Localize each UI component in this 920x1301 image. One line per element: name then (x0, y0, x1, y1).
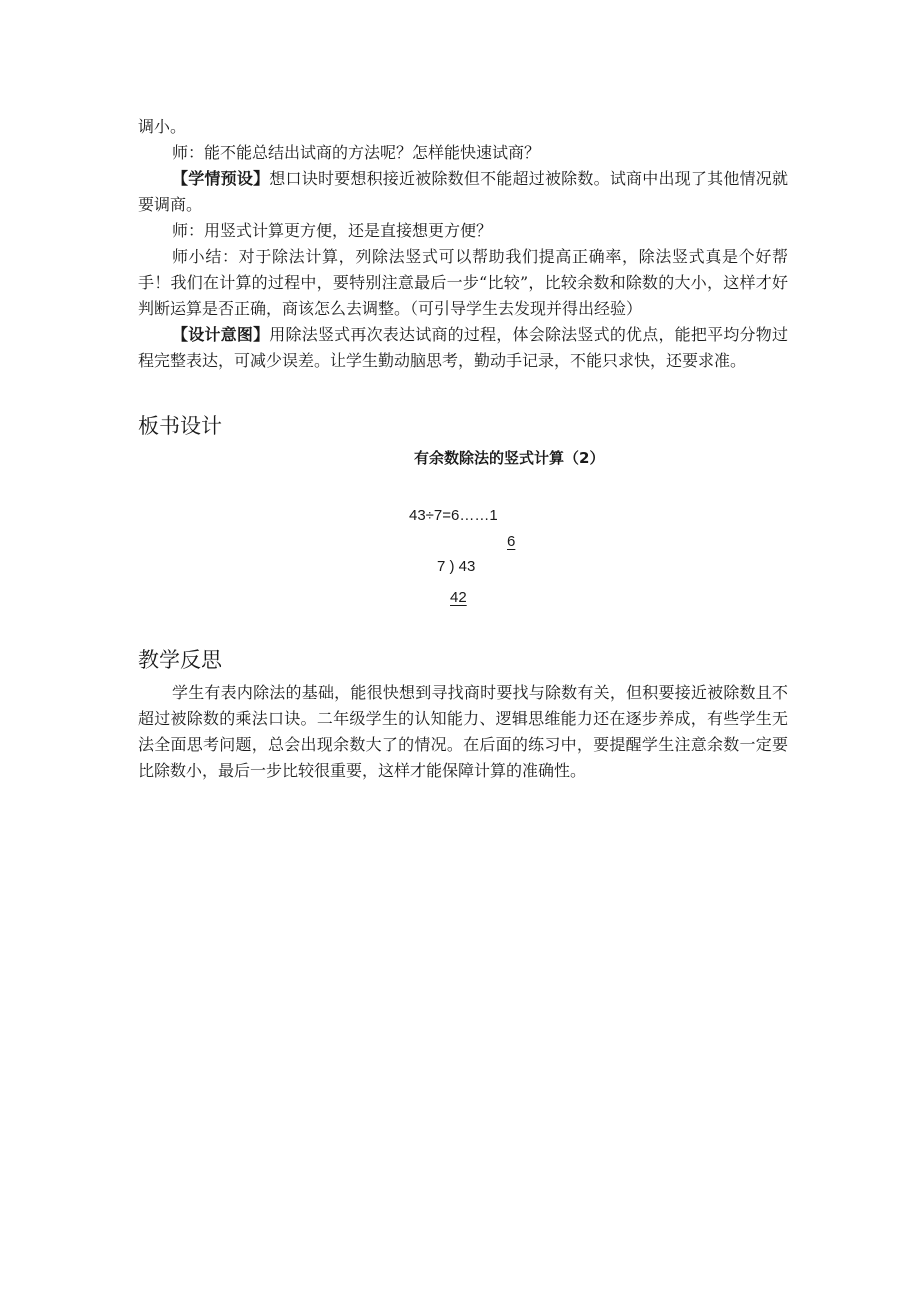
paragraph-continuation: 调小。 (138, 117, 187, 136)
student-preset-text: 想口诀时要想积接近被除数但不能超过被除数。试商中出现了其他情况就要调商。 (138, 169, 788, 214)
paragraph-teacher-summary: 师小结：对于除法计算，列除法竖式可以帮助我们提高正确率，除法竖式真是个好帮手！我们在计算的过程中，要特别注意最后一步“比较”，比较余数和除数的大小，这样才好判断运算是否正确，商该怎么去调整。（可引导学生去发现并得出经验） (138, 247, 788, 318)
paragraph-teacher-question: 师：能不能总结出试商的方法呢？怎样能快速试商？ (172, 143, 541, 162)
design-intent-text: 用除法竖式再次表达试商的过程，体会除法竖式的优点，能把平均分物过程完整表达，可减少误差。让学生勤动脑思考，勤动手记录，不能只求快，还要求准。 (138, 325, 788, 370)
reflection-text: 学生有表内除法的基础，能很快想到寻找商时要找与除数有关，但积要接近被除数且不超过被除数的乘法口诀。二年级学生的认知能力、逻辑思维能力还在逐步养成，有些学生无法全面思考问题，总会出现余数大了的情况。在后面的练习中，要提醒学生注意余数一定要比除数小，最后一步比较很重要，这样才能保障计算的准确性。 (138, 683, 788, 780)
design-intent-label: 【设计意图】 (172, 325, 270, 344)
paragraph-design-intent (138, 322, 788, 374)
paragraph-teacher-ask: 师：用竖式计算更方便，还是直接想更方便？ (172, 221, 493, 240)
division-product: 42 (450, 589, 467, 606)
paragraph-student-preset (138, 166, 788, 218)
division-quotient: 6 (507, 533, 516, 550)
board-title: 有余数除法的竖式计算（2） (414, 449, 605, 467)
board-design-heading: 板书设计 (138, 414, 222, 438)
student-preset-label: 【学情预设】 (172, 169, 270, 188)
division-bracket: 7 ) 43 (437, 558, 476, 575)
division-equation: 43÷7=6……1 (409, 507, 498, 524)
reflection-heading: 教学反思 (138, 648, 222, 672)
